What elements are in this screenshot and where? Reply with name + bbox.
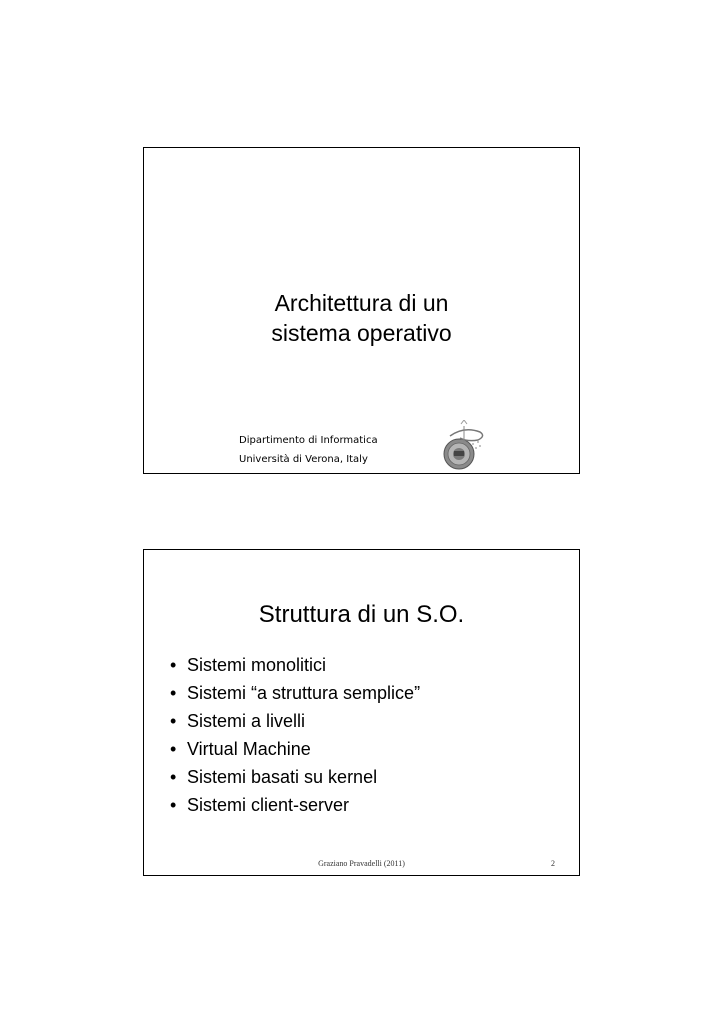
list-item-text: Sistemi client-server	[187, 795, 350, 815]
list-item	[170, 763, 420, 791]
bullet-marker: •	[170, 655, 177, 675]
bullet-marker: •	[170, 683, 177, 703]
university-seal-icon	[440, 420, 488, 474]
department-text: Dipartimento di Informatica	[239, 435, 378, 446]
footer-author: Graziano Pravadelli (2011)	[318, 859, 405, 868]
list-item-text: Sistemi monolitici	[187, 655, 327, 675]
bullet-marker: •	[170, 767, 177, 787]
list-item	[170, 791, 420, 819]
list-item	[170, 679, 420, 707]
list-item-text: Sistemi “a struttura semplice”	[187, 683, 421, 703]
bullet-list	[170, 651, 420, 819]
slide-1-title	[144, 288, 579, 348]
bullet-marker: •	[170, 711, 177, 731]
list-item-text: Sistemi basati su kernel	[187, 767, 378, 787]
bullet-marker: •	[170, 739, 177, 759]
slide-1	[143, 147, 580, 474]
list-item	[170, 735, 420, 763]
bullet-marker: •	[170, 795, 177, 815]
list-item	[170, 707, 420, 735]
list-item-text: Virtual Machine	[187, 739, 311, 759]
slide-2-title: Struttura di un S.O.	[258, 601, 465, 628]
affiliation	[239, 431, 378, 469]
university-text: Università di Verona, Italy	[239, 454, 368, 465]
slide-1-title-line-1: Architettura di un	[274, 290, 449, 316]
slide-2	[143, 549, 580, 876]
list-item	[170, 651, 420, 679]
slide-1-title-line-2: sistema operativo	[271, 320, 452, 346]
page-number: 2	[551, 859, 555, 868]
list-item-text: Sistemi a livelli	[187, 711, 306, 731]
